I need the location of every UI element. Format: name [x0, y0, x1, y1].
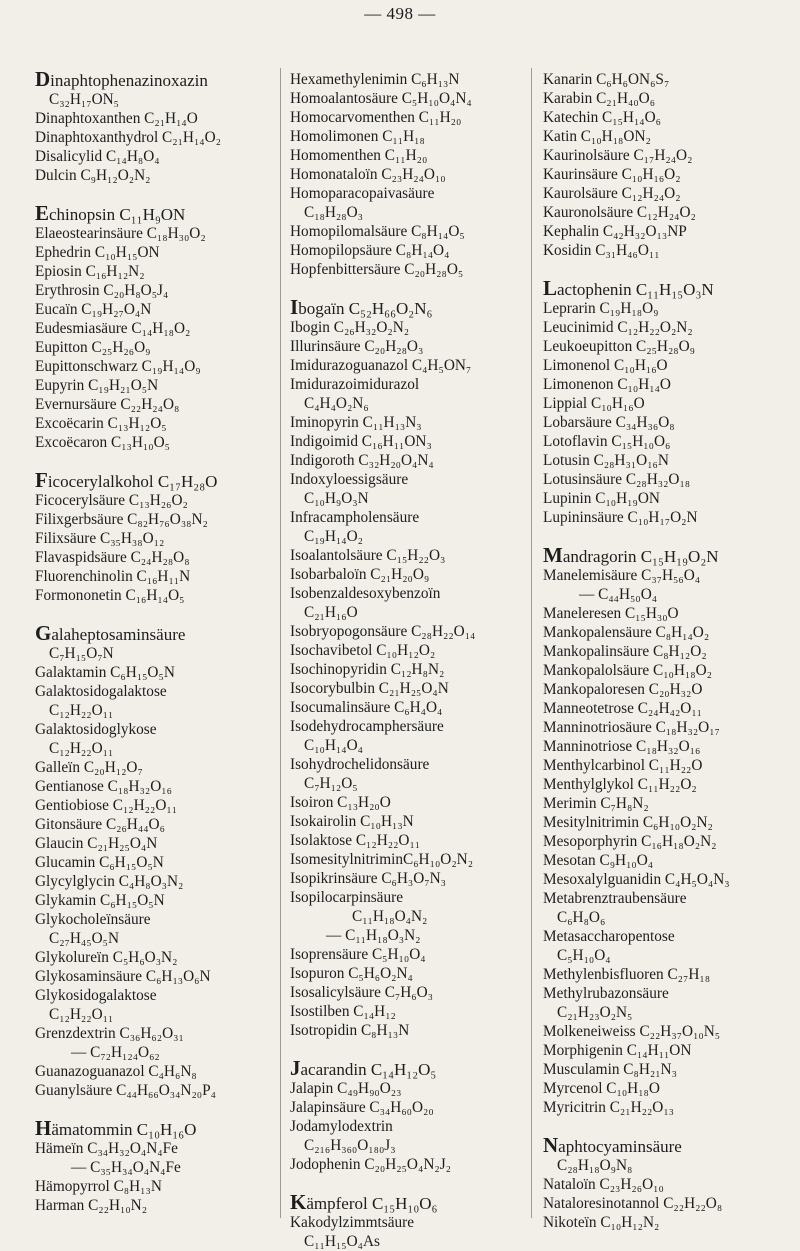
index-entry-continuation: C₂₁H₂₃O₂N₅	[557, 1004, 633, 1021]
index-entry: Isodehydrocamphersäure	[290, 718, 444, 735]
index-entry: Illurinsäure C₂₀H₂₈O₃	[290, 338, 424, 355]
index-entry: Guanylsäure C₄₄H₆₆O₃₄N₂₀P₄	[35, 1082, 216, 1099]
index-entry: Eucaïn C₁₉H₂₇O₄N	[35, 301, 152, 318]
index-entry: Isobenzaldesoxybenzoïn	[290, 585, 441, 602]
index-entry: Galaheptosaminsäure	[35, 621, 186, 645]
index-entry: Isoalantolsäure C₁₅H₂₂O₃	[290, 547, 446, 564]
index-entry: Nataloïn C₂₃H₂₆O₁₀	[543, 1176, 664, 1193]
index-entry: Methylenbisfluoren C₂₇H₁₈	[543, 966, 711, 983]
index-entry: Homocarvomenthen C₁₁H₂₀	[290, 109, 462, 126]
block-gap	[290, 1174, 475, 1193]
index-entry: Homonataloïn C₂₃H₂₄O₁₀	[290, 166, 446, 183]
block-gap	[290, 279, 475, 298]
index-entry-continuation: C₄H₄O₂N₆	[304, 395, 369, 412]
index-entry-continuation: C₁₈H₂₈O₃	[304, 204, 363, 221]
index-entry-continuation: C₇H₁₅O₇N	[49, 645, 114, 662]
index-entry: Mesoxalylguanidin C₄H₅O₄N₃	[543, 871, 730, 888]
index-column-1	[35, 67, 221, 1215]
index-entry: Isoprensäure C₅H₁₀O₄	[290, 946, 426, 963]
index-entry: Flavaspidsäure C₂₄H₂₈O₈	[35, 549, 190, 566]
index-entry-continuation: C₁₂H₂₂O₁₁	[49, 1006, 114, 1023]
block-gap	[35, 452, 221, 471]
index-entry: Manninotriose C₁₈H₃₂O₁₆	[543, 738, 701, 755]
index-entry: Musculamin C₈H₂₁N₃	[543, 1061, 677, 1078]
index-entry: Mesotan C₉H₁₀O₄	[543, 852, 654, 869]
index-entry: Manninotriosäure C₁₈H₃₂O₁₇	[543, 719, 720, 736]
index-entry: Hopfenbittersäure C₂₀H₂₈O₅	[290, 261, 464, 278]
index-entry: Glycylglycin C₄H₈O₃N₂	[35, 873, 184, 890]
index-entry: Isocorybulbin C₂₁H₂₅O₄N	[290, 680, 449, 697]
index-entry: Glykolureïn C₅H₆O₃N₂	[35, 949, 178, 966]
index-entry: Limonenon C₁₀H₁₄O	[543, 376, 671, 393]
index-entry: Glykocholeïnsäure	[35, 911, 151, 928]
index-entry: Imidurazoimidurazol	[290, 376, 420, 393]
index-entry: Mandragorin C₁₅H₁₉O₂N	[543, 543, 719, 567]
index-entry: Kosidin C₃₁H₄₆O₁₁	[543, 242, 660, 259]
column-divider	[280, 68, 281, 1218]
index-entry-continuation: C₆H₈O₆	[557, 909, 606, 926]
index-entry: Maneleresen C₁₅H₃₀O	[543, 605, 679, 622]
index-entry: Mankopalolsäure C₁₀H₁₈O₂	[543, 662, 712, 679]
index-column-3	[543, 70, 730, 1232]
index-entry: Homolimonen C₁₁H₁₈	[290, 128, 425, 145]
index-entry: Gitonsäure C₂₆H₄₄O₆	[35, 816, 165, 833]
index-entry: Katin C₁₀H₁₈ON₂	[543, 128, 651, 145]
index-entry: Ephedrin C₁₀H₁₅ON	[35, 244, 160, 261]
index-entry: Fluorenchinolin C₁₆H₁₁N	[35, 568, 191, 585]
index-entry: Isochavibetol C₁₀H₁₂O₂	[290, 642, 436, 659]
index-entry: Lotoflavin C₁₅H₁₀O₆	[543, 433, 671, 450]
index-entry: Galaktamin C₆H₁₅O₅N	[35, 664, 175, 681]
index-entry: Hämatommin C₁₀H₁₆O	[35, 1116, 197, 1140]
index-entry: Isohydrochelidonsäure	[290, 756, 430, 773]
index-entry: Lupininsäure C₁₀H₁₇O₂N	[543, 509, 698, 526]
block-gap	[35, 1100, 221, 1119]
index-entry: Leukoeupitton C₂₅H₂₈O₉	[543, 338, 695, 355]
page-number: — 498 —	[364, 4, 436, 23]
index-entry: Harman C₂₂H₁₀N₂	[35, 1197, 148, 1214]
block-gap	[543, 260, 730, 279]
index-entry: Leucinimid C₁₂H₂₂O₂N₂	[543, 319, 693, 336]
index-entry-continuation: — C₃₅H₃₄O₄N₄Fe	[71, 1159, 181, 1176]
index-entry: Galleïn C₂₀H₁₂O₇	[35, 759, 143, 776]
block-gap	[543, 1117, 730, 1136]
index-entry: Leprarin C₁₉H₁₈O₉	[543, 300, 659, 317]
index-entry: Methylrubazonsäure	[543, 985, 669, 1002]
index-entry: Galaktosidoglykose	[35, 721, 157, 738]
index-entry: Hexamethylenimin C₆H₁₃N	[290, 71, 460, 88]
index-entry: Ficocerylsäure C₁₃H₂₆O₂	[35, 492, 188, 509]
index-entry: Indoxyloessigsäure	[290, 471, 409, 488]
index-entry: Jodamylodextrin	[290, 1118, 393, 1135]
index-entry: Jacarandin C₁₄H₁₂O₅	[290, 1056, 437, 1080]
index-entry: Kanarin C₆H₆ON₆S₇	[543, 71, 670, 88]
index-entry: Isopikrinsäure C₆H₃O₇N₃	[290, 870, 447, 887]
index-entry: Isopuron C₅H₆O₂N₄	[290, 965, 413, 982]
index-entry-continuation: C₂₇H₄₅O₅N	[49, 930, 120, 947]
index-entry: Lupinin C₁₀H₁₉ON	[543, 490, 660, 507]
index-entry: Evernursäure C₂₂H₂₄O₈	[35, 396, 180, 413]
block-gap	[35, 185, 221, 204]
index-entry: Gentianose C₁₈H₃₂O₁₆	[35, 778, 172, 795]
index-entry: Manneotetrose C₂₄H₄₂O₁₁	[543, 700, 703, 717]
index-entry: Eudesmiasäure C₁₄H₁₈O₂	[35, 320, 191, 337]
index-entry: Karabin C₂₁H₄₀O₆	[543, 90, 656, 107]
index-entry-continuation: C₁₁H₁₈O₄N₂	[352, 908, 428, 925]
index-column-2	[290, 70, 475, 1251]
index-entry: Gentiobiose C₁₂H₂₂O₁₁	[35, 797, 178, 814]
index-entry: Limonenol C₁₀H₁₆O	[543, 357, 668, 374]
index-entry-continuation: — C₄₄H₅₀O₄	[579, 586, 658, 603]
index-entry: Kakodylzimmtsäure	[290, 1214, 415, 1231]
index-entry: Glucamin C₆H₁₅O₅N	[35, 854, 164, 871]
index-entry: Isostilben C₁₄H₁₂	[290, 1003, 396, 1020]
index-entry: Isoiron C₁₃H₂₀O	[290, 794, 391, 811]
index-entry: Nataloresinotannol C₂₂H₂₂O₈	[543, 1195, 723, 1212]
index-entry: Echinopsin C₁₁H₉ON	[35, 201, 186, 225]
index-entry: Formononetin C₁₆H₁₄O₅	[35, 587, 185, 604]
index-entry: Myrcenol C₁₀H₁₈O	[543, 1080, 660, 1097]
index-entry: Menthylcarbinol C₁₁H₂₂O	[543, 757, 703, 774]
index-entry: Homopilomalsäure C₈H₁₄O₅	[290, 223, 465, 240]
index-entry: Homopilopsäure C₈H₁₄O₄	[290, 242, 450, 259]
index-entry-continuation: C₂₁₆H₃₆₀O₁₈₀J₃	[304, 1137, 396, 1154]
index-entry: Glykosidogalaktose	[35, 987, 157, 1004]
index-entry: Mankopalensäure C₈H₁₄O₂	[543, 624, 710, 641]
block-gap	[543, 527, 730, 546]
index-entry-continuation: C₁₀H₉O₃N	[304, 490, 369, 507]
index-entry: Kephalin C₄₂H₃₂O₁₃NP	[543, 223, 687, 240]
index-entry: Kämpferol C₁₅H₁₀O₆	[290, 1190, 438, 1214]
index-entry: Katechin C₁₅H₁₄O₆	[543, 109, 661, 126]
index-entry: Excoëcaron C₁₃H₁₀O₅	[35, 434, 170, 451]
index-entry: Menthylglykol C₁₁H₂₂O₂	[543, 776, 697, 793]
index-entry: Isobryopogonsäure C₂₈H₂₂O₁₄	[290, 623, 476, 640]
index-entry: Nikoteïn C₁₀H₁₂N₂	[543, 1214, 660, 1231]
index-entry: IsomesitylnitriminC₆H₁₀O₂N₂	[290, 851, 474, 868]
index-entry: Isokairolin C₁₀H₁₃N	[290, 813, 414, 830]
index-entry: Mesoporphyrin C₁₆H₁₈O₂N₂	[543, 833, 717, 850]
index-entry: Homoparacopaivasäure	[290, 185, 435, 202]
index-entry: Hämeïn C₃₄H₃₂O₄N₄Fe	[35, 1140, 178, 1157]
index-entry: Erythrosin C₂₀H₈O₅J₄	[35, 282, 169, 299]
index-entry: Isochinopyridin C₁₂H₈N₂	[290, 661, 445, 678]
index-entry: Homoalantosäure C₅H₁₀O₄N₄	[290, 90, 472, 107]
index-entry-continuation: C₂₈H₁₈O₉N₈	[557, 1157, 633, 1174]
index-entry: Glykosaminsäure C₆H₁₃O₆N	[35, 968, 211, 985]
index-entry-continuation: C₃₂H₁₇ON₅	[49, 91, 120, 108]
index-entry-continuation: C₁₂H₂₂O₁₁	[49, 740, 114, 757]
block-gap	[35, 605, 221, 624]
index-entry: Homomenthen C₁₁H₂₀	[290, 147, 428, 164]
index-entry: Isotropidin C₈H₁₃N	[290, 1022, 410, 1039]
index-entry: Dulcin C₉H₁₂O₂N₂	[35, 167, 151, 184]
index-entry: Eupittonschwarz C₁₉H₁₄O₉	[35, 358, 201, 375]
column-divider	[531, 68, 532, 1218]
index-entry: Isosalicylsäure C₇H₆O₃	[290, 984, 434, 1001]
index-entry: Elaeostearinsäure C₁₈H₃₀O₂	[35, 225, 206, 242]
index-entry: Epiosin C₁₆H₁₂N₂	[35, 263, 145, 280]
index-entry-continuation: C₅H₁₀O₄	[557, 947, 611, 964]
index-entry: Lotusinsäure C₂₈H₃₂O₁₈	[543, 471, 691, 488]
index-entry: Molkeneiweiss C₂₂H₃₇O₁₀N₅	[543, 1023, 721, 1040]
index-entry: Lotusin C₂₈H₃₁O₁₆N	[543, 452, 669, 469]
index-entry: Eupitton C₂₅H₂₆O₉	[35, 339, 151, 356]
index-entry: Kaurolsäure C₁₂H₂₄O₂	[543, 185, 681, 202]
index-entry-continuation: C₇H₁₂O₅	[304, 775, 358, 792]
index-entry-continuation: C₁₀H₁₄O₄	[304, 737, 363, 754]
index-entry: Naphtocyaminsäure	[543, 1133, 682, 1157]
index-entry: Glykamin C₆H₁₅O₅N	[35, 892, 165, 909]
index-entry: Excoëcarin C₁₃H₁₂O₅	[35, 415, 167, 432]
index-entry-continuation: C₁₁H₁₅O₄As	[304, 1233, 380, 1250]
index-entry: Filixgerbsäure C₈₂H₇₆O₃₈N₂	[35, 511, 208, 528]
index-entry: Kauronolsäure C₁₂H₂₄O₂	[543, 204, 696, 221]
index-entry: Kaurinolsäure C₁₇H₂₄O₂	[543, 147, 693, 164]
index-entry-continuation: C₁₂H₂₂O₁₁	[49, 702, 114, 719]
index-entry: Iminopyrin C₁₁H₁₃N₃	[290, 414, 422, 431]
index-entry: Kaurinsäure C₁₀H₁₆O₂	[543, 166, 681, 183]
index-entry: Indigoroth C₃₂H₂₀O₄N₄	[290, 452, 434, 469]
index-entry-continuation: C₂₁H₁₆O	[304, 604, 358, 621]
index-entry-continuation: C₁₉H₁₄O₂	[304, 528, 363, 545]
index-entry: Grenzdextrin C₃₆H₆₂O₃₁	[35, 1025, 184, 1042]
index-entry: Dinaphtoxanthydrol C₂₁H₁₄O₂	[35, 129, 221, 146]
index-entry: Isocumalinsäure C₆H₄O₄	[290, 699, 443, 716]
index-entry: Morphigenin C₁₄H₁₁ON	[543, 1042, 692, 1059]
index-entry: Mankopalinsäure C₈H₁₂O₂	[543, 643, 707, 660]
index-entry: Glaucin C₂₁H₂₅O₄N	[35, 835, 158, 852]
index-entry: Ibogin C₂₆H₃₂O₂N₂	[290, 319, 410, 336]
index-entry: Lobarsäure C₃₄H₃₆O₈	[543, 414, 675, 431]
index-entry: Jalapin C₄₉H₉₀O₂₃	[290, 1080, 402, 1097]
index-entry: Dinaphtoxanthen C₂₁H₁₄O	[35, 110, 198, 127]
index-entry: Myricitrin C₂₁H₂₂O₁₃	[543, 1099, 674, 1116]
index-entry: Guanazoguanazol C₄H₆N₈	[35, 1063, 197, 1080]
index-entry-continuation: — C₁₁H₁₈O₃N₂	[326, 927, 421, 944]
index-entry: Jodophenin C₂₀H₂₅O₄N₂J₂	[290, 1156, 451, 1173]
index-entry: Galaktosidogalaktose	[35, 683, 167, 700]
index-entry: Isobarbaloïn C₂₁H₂₀O₉	[290, 566, 430, 583]
index-entry: Ficocerylalkohol C₁₇H₂₈O	[35, 468, 218, 492]
index-entry: Isopilocarpinsäure	[290, 889, 403, 906]
index-entry: Metabrenztraubensäure	[543, 890, 687, 907]
index-entry: Mankopaloresen C₂₀H₃₂O	[543, 681, 703, 698]
index-entry: Hämopyrrol C₈H₁₃N	[35, 1178, 162, 1195]
index-entry: Eupyrin C₁₉H₂₁O₅N	[35, 377, 159, 394]
index-entry: Isolaktose C₁₂H₂₂O₁₁	[290, 832, 421, 849]
index-entry: Ibogaïn C₅₂H₆₆O₂N₆	[290, 295, 433, 319]
index-entry: Dinaphtophenazinoxazin	[35, 67, 208, 91]
index-entry: Mesitylnitrimin C₆H₁₀O₂N₂	[543, 814, 713, 831]
index-entry: Manelemisäure C₃₇H₅₆O₄	[543, 567, 701, 584]
index-entry: Metasaccharopentose	[543, 928, 675, 945]
index-entry: Lactophenin C₁₁H₁₅O₃N	[543, 276, 714, 300]
index-entry: Indigoimid C₁₆H₁₁ON₃	[290, 433, 432, 450]
index-entry: Jalapinsäure C₃₄H₆₀O₂₀	[290, 1099, 434, 1116]
index-entry: Imidurazoguanazol C₄H₅ON₇	[290, 357, 472, 374]
index-entry: Lippial C₁₀H₁₆O	[543, 395, 645, 412]
index-entry: Infracampholensäure	[290, 509, 420, 526]
index-entry: Merimin C₇H₈N₂	[543, 795, 649, 812]
block-gap	[290, 1040, 475, 1059]
index-entry: Disalicylid C₁₄H₈O₄	[35, 148, 160, 165]
index-entry-continuation: — C₇₂H₁₂₄O₆₂	[71, 1044, 160, 1061]
index-entry: Filixsäure C₃₅H₃₈O₁₂	[35, 530, 165, 547]
